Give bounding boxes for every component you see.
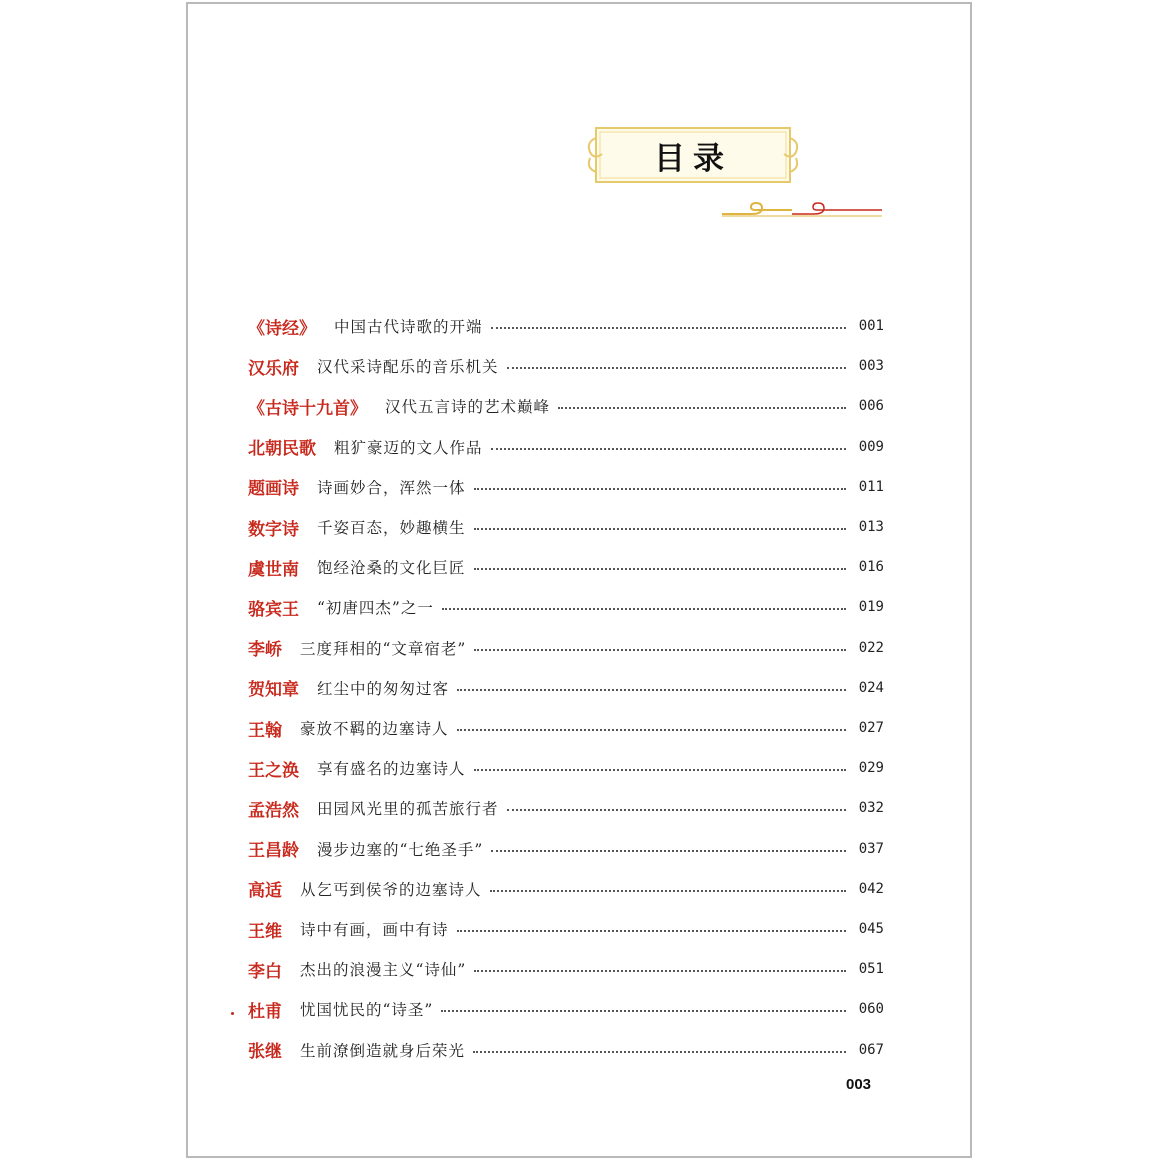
dot-leader (491, 848, 846, 852)
entry-page-number: 022 (858, 639, 884, 656)
entry-name: 虞世南 (248, 559, 299, 580)
entry-description: 红尘中的匆匆过客 (317, 679, 450, 698)
toc-entry[interactable] (248, 547, 884, 587)
toc-entry[interactable] (248, 427, 884, 467)
entry-description: “初唐四杰”之一 (317, 599, 434, 618)
entry-description: 中国古代诗歌的开端 (334, 318, 483, 336)
page-number: 003 (846, 1076, 872, 1093)
entry-name: 《诗经》 (248, 318, 316, 339)
entry-description: 饱经沧桑的文化巨匠 (317, 559, 466, 578)
entry-page-number: 060 (858, 1001, 884, 1018)
toc-entry[interactable] (248, 507, 884, 547)
toc-entry[interactable] (248, 668, 884, 708)
dot-leader (507, 365, 846, 369)
entry-name: 题画诗 (248, 479, 299, 500)
print-speck (231, 1012, 234, 1015)
toc-entry[interactable] (248, 829, 884, 869)
entry-description: 享有盛名的边塞诗人 (317, 760, 466, 779)
entry-description: 忧国忧民的“诗圣” (300, 1001, 434, 1020)
dot-leader (491, 325, 846, 329)
title-frame (586, 124, 800, 186)
entry-page-number: 067 (858, 1041, 884, 1058)
toc-entry[interactable] (248, 949, 884, 989)
dot-leader (507, 807, 846, 811)
entry-name: 王之涣 (248, 760, 299, 781)
entry-description: 诗画妙合，浑然一体 (317, 478, 466, 497)
entry-description: 汉代五言诗的艺术巅峰 (385, 398, 551, 417)
entry-name: 孟浩然 (248, 800, 299, 821)
cloud-ornament-icon (722, 200, 882, 220)
dot-leader (441, 1008, 846, 1012)
dot-leader (474, 968, 846, 972)
entry-name: 《古诗十九首》 (248, 398, 367, 419)
toc-entry[interactable] (248, 1030, 884, 1070)
dot-leader (457, 928, 846, 932)
entry-name: 王翰 (248, 720, 282, 741)
entry-description: 漫步边塞的“七绝圣手” (317, 840, 484, 859)
dot-leader (457, 727, 846, 731)
dot-leader (558, 405, 846, 409)
toc-entry[interactable] (248, 869, 884, 909)
toc-entry[interactable] (248, 708, 884, 748)
toc-entry[interactable] (248, 467, 884, 507)
dot-leader (474, 767, 846, 771)
toc-entry[interactable] (248, 346, 884, 386)
entry-page-number: 029 (858, 760, 884, 777)
entry-name: 骆宾王 (248, 599, 299, 620)
entry-description: 豪放不羁的边塞诗人 (300, 720, 449, 738)
entry-description: 杰出的浪漫主义“诗仙” (300, 961, 467, 980)
dot-leader (491, 446, 846, 450)
entry-page-number: 024 (858, 679, 884, 696)
entry-name: 李白 (248, 961, 282, 982)
entry-page-number: 013 (858, 519, 884, 535)
entry-page-number: 009 (858, 438, 884, 455)
entry-name: 贺知章 (248, 680, 299, 701)
dot-leader (474, 486, 846, 490)
dot-leader (457, 687, 846, 691)
entry-page-number: 045 (858, 921, 884, 937)
dot-leader (474, 647, 846, 651)
entry-page-number: 027 (858, 720, 884, 736)
toc-entry[interactable] (248, 748, 884, 788)
entry-page-number: 037 (858, 840, 884, 857)
entry-name: 汉乐府 (248, 358, 299, 379)
entry-name: 杜甫 (248, 1001, 282, 1022)
dot-leader (473, 1049, 846, 1053)
entry-name: 王昌龄 (248, 841, 299, 862)
entry-description: 生前潦倒造就身后荣光 (300, 1041, 466, 1060)
toc-entry[interactable] (248, 386, 884, 426)
toc-entry[interactable] (248, 306, 884, 346)
entry-page-number: 042 (858, 880, 884, 897)
toc-entry[interactable] (248, 909, 884, 949)
dot-leader (442, 606, 846, 610)
entry-description: 田园风光里的孤苦旅行者 (317, 800, 499, 819)
entry-name: 高适 (248, 881, 282, 902)
entry-name: 数字诗 (248, 519, 299, 540)
entry-name: 李峤 (248, 640, 282, 661)
entry-name: 张继 (248, 1042, 282, 1063)
page-title: 目录 (654, 140, 732, 177)
entry-description: 三度拜相的“文章宿老” (300, 639, 467, 658)
entry-page-number: 001 (858, 318, 884, 334)
entry-page-number: 006 (858, 398, 884, 415)
toc-entry[interactable] (248, 788, 884, 828)
dot-leader (474, 526, 846, 530)
entry-description: 粗犷豪迈的文人作品 (334, 438, 483, 457)
toc-entry[interactable] (248, 989, 884, 1029)
toc-entry[interactable] (248, 587, 884, 627)
entry-description: 千姿百态，妙趣横生 (317, 519, 466, 537)
entry-description: 从乞丐到侯爷的边塞诗人 (300, 880, 482, 899)
entry-page-number: 032 (858, 800, 884, 817)
toc-entry[interactable] (248, 628, 884, 668)
entry-page-number: 003 (858, 358, 884, 375)
entry-page-number: 016 (858, 559, 884, 576)
entry-name: 王维 (248, 921, 282, 942)
entry-description: 诗中有画，画中有诗 (300, 921, 449, 939)
entry-name: 北朝民歌 (248, 439, 316, 460)
dot-leader (474, 566, 846, 570)
entry-description: 汉代采诗配乐的音乐机关 (317, 358, 499, 377)
dot-leader (490, 888, 846, 892)
entry-page-number: 051 (858, 961, 884, 978)
entry-page-number: 019 (858, 599, 884, 616)
entry-page-number: 011 (858, 478, 884, 495)
